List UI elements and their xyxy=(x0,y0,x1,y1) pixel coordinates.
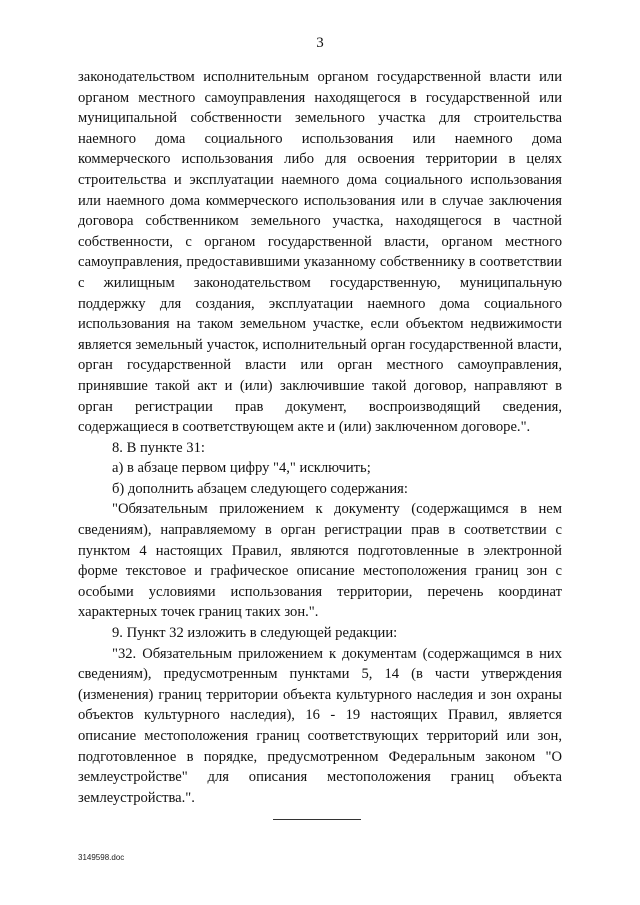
paragraph-item-8: 8. В пункте 31: xyxy=(112,439,205,456)
paragraph-item-8a: а) в абзаце первом цифру "4," исключить; xyxy=(112,460,371,477)
document-body xyxy=(78,67,562,808)
paragraph-item-9: 9. Пункт 32 изложить в следующей редакции: xyxy=(112,625,398,642)
paragraph-item-9-quote: "32. Обязательным приложением к документам (содержащимся в них сведениям), предусмотренным пунктами 5, 14 (в части утверждения (изменения) границ территории объекта культурного наследия и зон охраны объектов культурного наследия), 16 - 19 настоящих Правил, является описание местоположения границ соответствующих территорий или зон, подготовленное в порядке, предусмотренном Федеральным законом "О землеустройстве" для описания местоположения границ объекта землеустройства.". xyxy=(78,645,562,806)
page-number: 3 xyxy=(316,35,324,51)
document-file-code: 3149598.doc xyxy=(78,853,125,862)
paragraph-item-8b-quote: "Обязательным приложением к документу (содержащимся в нем сведениям), направляемому в орган регистрации прав в соответствии с пунктом 4 настоящих Правил, являются подготовленные в электронной форме текстовое и графическое описание местоположения границ зон с особыми условиями использования территории, перечень координат характерных точек границ таких зон.". xyxy=(78,501,562,621)
end-of-text-rule xyxy=(273,819,361,820)
paragraph-continuation: законодательством исполнительным органом государственной власти или органом местного самоуправления находящегося в государственной или муниципальной собственности земельного участка для строительства наемного дома социального использования или наемного дома коммерческого использования либо для освоения территории в целях строительства и эксплуатации наемного дома социального использования или наемного дома коммерческого использования или в случае заключения договора собственником земельного участка, находящегося в частной собственности, с органом государственной власти, органом местного самоуправления, предоставившими указанному собственнику в соответствии с жилищным законодательством государственную, муниципальную поддержку для создания, эксплуатации наемного дома социального использования на таком земельном участке, если объектом недвижимости является земельный участок, исполнительный орган государственной власти, орган государственной власти или орган местного самоуправления, принявшие такой акт и (или) заключившие такой договор, направляют в орган регистрации прав документ, воспроизводящий сведения, содержащиеся в соответствующем акте и (или) заключенном договоре.". xyxy=(78,69,562,436)
paragraph-item-8b: б) дополнить абзацем следующего содержания: xyxy=(112,480,408,497)
